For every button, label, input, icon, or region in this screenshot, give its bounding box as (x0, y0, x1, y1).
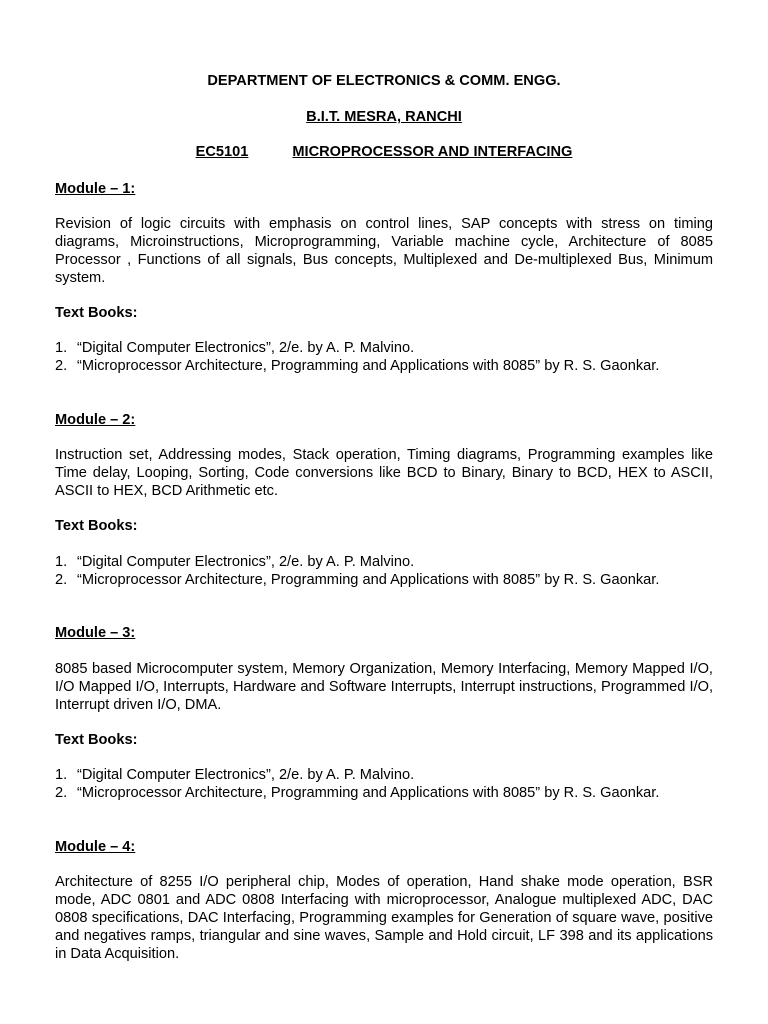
text-books-list (55, 766, 713, 802)
module-title: Module – 2: (55, 412, 136, 428)
list-item: 1. “Digital Computer Electronics”, 2/e. by A. P. Malvino. (55, 767, 415, 783)
list-item: 1. “Digital Computer Electronics”, 2/e. by A. P. Malvino. (55, 340, 415, 356)
list-item: 2. “Microprocessor Architecture, Programming and Applications with 8085” by R. S. Gaonkar. (55, 572, 660, 588)
module-title: Module – 1: (55, 181, 136, 197)
institute-name: B.I.T. MESRA, RANCHI (306, 109, 462, 125)
text-books-list (55, 553, 713, 589)
module-content: Instruction set, Addressing modes, Stack operation, Timing diagrams, Programming examples like Time delay, Looping, Sorting, Code conversions like BCD to Binary, Binary to BCD, HEX to ASCII, ASCII to HEX, BCD Arithmetic etc. (55, 447, 713, 499)
text-books-heading: Text Books: (55, 518, 138, 534)
course-heading (55, 143, 713, 161)
text-books-list (55, 339, 713, 375)
text-books-heading: Text Books: (55, 732, 138, 748)
module-title: Module – 4: (55, 839, 136, 855)
module-content: 8085 based Microcomputer system, Memory Organization, Memory Interfacing, Memory Mapped I/O, I/O Mapped I/O, Interrupts, Hardware and Software Interrupts, Interrupt instructions, Programmed I/O, Interrupt driven I/O, DMA. (55, 661, 713, 713)
institute-title (55, 108, 713, 126)
course-title: MICROPROCESSOR AND INTERFACING (292, 144, 573, 160)
text-books-heading: Text Books: (55, 305, 138, 321)
department-title: DEPARTMENT OF ELECTRONICS & COMM. ENGG. (207, 73, 561, 89)
list-item: 1. “Digital Computer Electronics”, 2/e. by A. P. Malvino. (55, 554, 415, 570)
course-code: EC5101 (195, 144, 249, 160)
module-title: Module – 3: (55, 625, 136, 641)
list-item: 2. “Microprocessor Architecture, Programming and Applications with 8085” by R. S. Gaonkar. (55, 358, 660, 374)
list-item: 2. “Microprocessor Architecture, Programming and Applications with 8085” by R. S. Gaonkar. (55, 785, 660, 801)
module-content: Architecture of 8255 I/O peripheral chip, Modes of operation, Hand shake mode operation, BSR mode, ADC 0801 and ADC 0808 Interfacing with microprocessor, Analogue multiplexed ADC, DAC 0808 specifications, DAC Interfacing, Programming examples for Generation of square wave, positive and negatives ramps, triangular and sine waves, Sample and Hold circuit, LF 398 and its applications in Data Acquisition. (55, 874, 713, 962)
module-content: Revision of logic circuits with emphasis on control lines, SAP concepts with stress on timing diagrams, Microinstructions, Microprogramming, Variable machine cycle, Architecture of 8085 Processor , Functions of all signals, Bus concepts, Multiplexed and De-multiplexed Bus, Minimum system. (55, 216, 713, 286)
